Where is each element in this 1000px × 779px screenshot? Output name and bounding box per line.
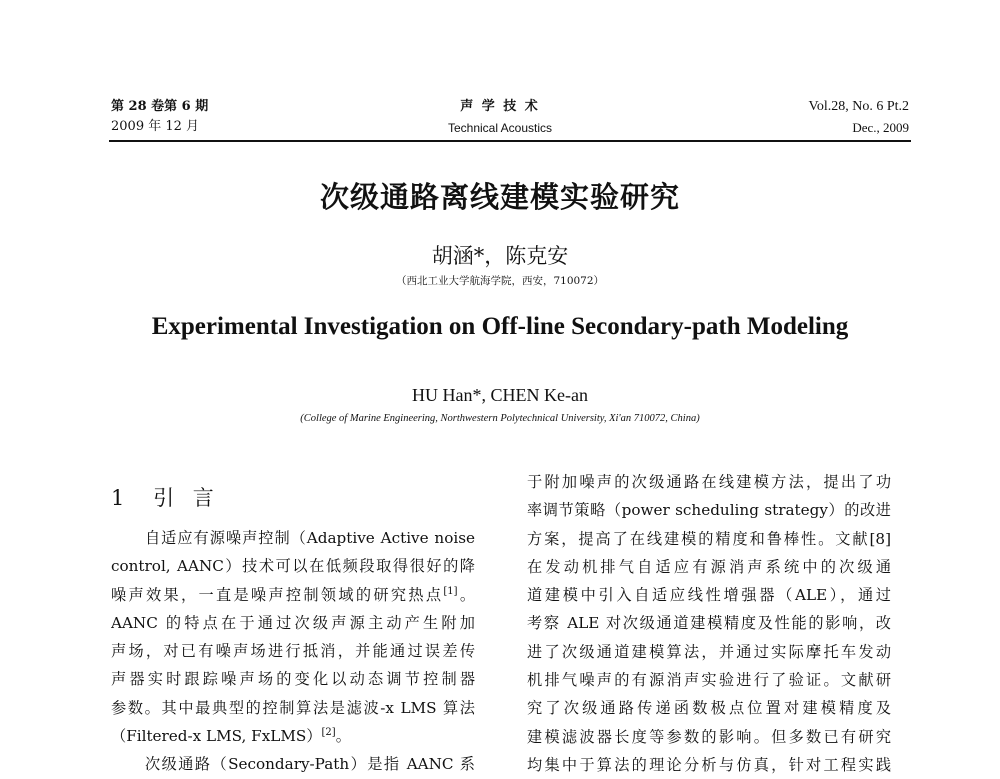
title-cn: 次级通路离线建模实验研究	[319, 180, 680, 214]
left-line-9: 次级通路（Secondary-Path）是指 AANC 系	[145, 755, 475, 774]
right-line-5: 道建模中引入自适应线性增强器（ALE），通过	[527, 586, 891, 605]
citation-1: [1]	[443, 585, 458, 597]
right-column	[527, 468, 891, 779]
header-journal-cn: 声 学 技 术	[460, 99, 540, 114]
right-line-9: 究了次级通路传递函数极点位置对建模精度及	[527, 699, 891, 718]
left-line-1: 自适应有源噪声控制（Adaptive Active noise	[145, 529, 475, 547]
left-line-2: control, AANC）技术可以在低频段取得很好的降	[111, 557, 475, 576]
section-title: 引 言	[153, 486, 220, 510]
left-line-5: 声场，对已有噪声场进行抵消，并能通过误差传	[111, 642, 475, 661]
affiliation-cn: （西北工业大学航海学院，西安，710072）	[395, 275, 605, 287]
section-number: 1	[111, 486, 131, 510]
left-line-7: 参数。其中最典型的控制算法是滤波-x LMS 算法	[111, 698, 475, 717]
right-line-8: 机排气噪声的有源消声实验进行了验证。文献研	[527, 671, 891, 690]
right-line-2: 率调节策略（power scheduling strategy）的改进	[527, 501, 891, 520]
right-line-4: 在发动机排气自适应有源消声系统中的次级通	[527, 557, 891, 576]
right-line-7: 进了次级通道建模算法，并通过实际摩托车发动	[527, 642, 891, 661]
header-volume-en: Vol.28, No. 6 Pt.2	[808, 99, 909, 114]
affiliation-en: (College of Marine Engineering, Northwestern Polytechnical University, Xi'an 710072, China)	[300, 413, 700, 424]
right-line-1: 于附加噪声的次级通路在线建模方法，提出了功	[527, 473, 891, 491]
left-line-6: 声器实时跟踪噪声场的变化以动态调节控制器	[111, 670, 475, 689]
header-journal-en: Technical Acoustics	[447, 121, 553, 135]
right-line-3: 方案，提高了在线建模的精度和鲁棒性。文献[8]	[527, 529, 891, 548]
left-line-8: （Filtered-x LMS, FxLMS）[2]。	[111, 727, 351, 746]
header-date-en: Dec., 2009	[852, 120, 909, 135]
left-column	[111, 524, 475, 779]
header-volume-cn: 第 28 卷第 6 期	[111, 99, 209, 114]
left-line-3: 噪声效果，一直是噪声控制领域的研究热点[1]。	[111, 585, 475, 604]
authors-en: HU Han*, CHEN Ke-an	[412, 385, 588, 405]
section-heading	[111, 482, 220, 512]
right-line-6: 考察 ALE 对次级通道建模精度及性能的影响，改	[527, 614, 891, 633]
title-en: Experimental Investigation on Off-line Secondary-path Modeling	[151, 313, 849, 340]
authors-cn: 胡涵*，陈克安	[431, 244, 569, 268]
citation-2: [2]	[321, 727, 336, 739]
right-line-11: 均集中于算法的理论分析与仿真，针对工程实践	[527, 755, 891, 774]
right-line-10: 建模滤波器长度等参数的影响。但多数已有研究	[527, 727, 891, 746]
header-date-cn: 2009 年 12 月	[111, 119, 200, 134]
left-line-4: AANC 的特点在于通过次级声源主动产生附加	[111, 613, 475, 632]
left-line-3-text: 噪声效果，一直是噪声控制领域的研究热点	[111, 585, 444, 604]
header-rule	[109, 140, 911, 142]
